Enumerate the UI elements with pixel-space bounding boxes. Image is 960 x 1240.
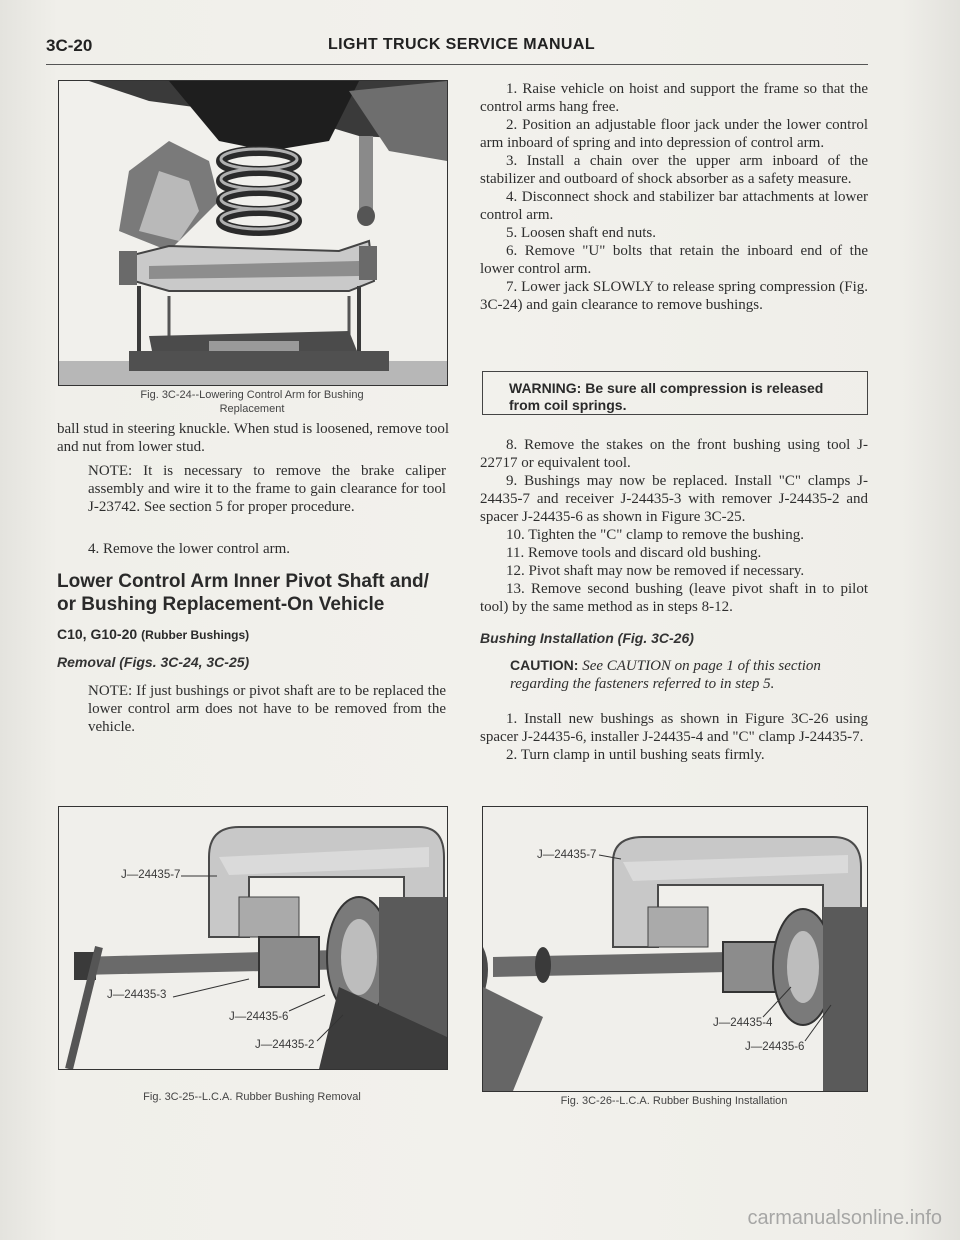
installation-steps [480,710,868,764]
fig25-leader-7 [179,871,219,881]
step-8: 8. Remove the stakes on the front bushing using tool J-22717 or equivalent tool. [480,437,868,471]
step-6: 6. Remove "U" bolts that retain the inboard end of the lower control arm. [480,243,868,277]
suspension-photo [59,81,447,385]
warning-text: WARNING: Be sure all compression is released from coil springs. [509,380,824,413]
watermark: carmanualsonline.info [747,1207,942,1229]
section-heading-text: Lower Control Arm Inner Pivot Shaft and/ or Bushing Replacement-On Vehicle [57,571,429,615]
page-number: 3C-20 [46,36,93,55]
fig26-leader-6 [803,1003,833,1043]
fig26-leader-4 [761,985,793,1019]
installation-heading-text: Bushing Installation (Fig. 3C-26) [480,630,694,646]
right-column-steps-a [480,80,868,314]
figure-3c-24-caption-line1: Fig. 3C-24--Lowering Control Arm for Bushing [140,389,364,401]
fig26-leader-7 [597,847,623,861]
fig25-label-7: J—24435-7 [121,869,181,881]
section-heading [57,570,449,616]
removal-heading [57,654,449,672]
model-subheading-paren: (Rubber Bushings) [141,628,250,642]
right-column-steps-b [480,436,868,616]
caution-paragraph [510,656,840,693]
step-4-left-text: 4. Remove the lower control arm. [88,541,291,557]
warning-box [482,371,868,415]
fig26-label-6: J—24435-6 [745,1041,805,1053]
fig25-leader-6 [287,993,327,1015]
figure-3c-26-caption: Fig. 3C-26--L.C.A. Rubber Bushing Installation [560,1095,788,1107]
caution-text: See CAUTION on page 1 of this section regarding the fasteners referred to in step 5. [510,658,821,692]
fig25-leader-2 [315,1013,345,1043]
step-11: 11. Remove tools and discard old bushing. [506,545,762,561]
note-brake-caliper-text: NOTE: It is necessary to remove the brake caliper assembly and wire it to the frame to gain clearance for tool J-23742. See section 5 for proper procedure. [88,463,446,515]
note-brake-caliper [88,462,446,516]
fig25-label-6: J—24435-6 [229,1011,289,1023]
install-step-2: 2. Turn clamp in until bushing seats firmly. [506,747,765,763]
step-4-left [88,540,446,558]
fig26-label-7: J—24435-7 [537,849,597,861]
step-13: 13. Remove second bushing (leave pivot shaft in to pilot tool) by the same method as in steps 8-12. [480,581,868,615]
fig25-leader-3 [171,977,251,1001]
bushing-removal-photo [59,807,447,1069]
page-header [46,34,868,65]
step-3: 3. Install a chain over the upper arm inboard of the stabilizer and outboard of shock absorber as a safety measure. [480,153,868,187]
removal-heading-text: Removal (Figs. 3C-24, 3C-25) [57,654,250,670]
step-12: 12. Pivot shaft may now be removed if necessary. [506,563,805,579]
install-step-1: 1. Install new bushings as shown in Figure 3C-26 using spacer J-24435-6, installer J-24435-4 and "C" clamp J-24435-7. [480,711,868,745]
step-7: 7. Lower jack SLOWLY to release spring compression (Fig. 3C-24) and gain clearance to remove bushings. [480,279,868,313]
model-subheading [57,626,449,644]
step-1: 1. Raise vehicle on hoist and support the frame so that the control arms hang free. [480,81,868,115]
caution-label: CAUTION: [510,657,579,673]
left-column-text [57,420,449,456]
step-2: 2. Position an adjustable floor jack under the lower control arm inboard of spring and into depression of control arm. [480,117,868,151]
figure-3c-26-photo [482,806,868,1092]
step-9: 9. Bushings may now be replaced. Install "C" clamps J-24435-7 and receiver J-24435-3 with remover J-24435-2 and spacer J-24435-6 as shown in Figure 3C-25. [480,473,868,525]
installation-heading [480,630,868,648]
step-5: 5. Loosen shaft end nuts. [506,225,656,241]
running-title: LIGHT TRUCK SERVICE MANUAL [328,36,595,53]
fig25-label-3: J—24435-3 [107,989,167,1001]
note-bushings-text: NOTE: If just bushings or pivot shaft are to be replaced the lower control arm does not have to be removed from the vehicle. [88,683,446,735]
step-10: 10. Tighten the "C" clamp to remove the bushing. [506,527,805,543]
model-subheading-text: C10, G10-20 [57,626,138,642]
fig25-label-2: J—24435-2 [255,1039,315,1051]
figure-3c-24-caption [58,388,446,416]
paragraph-continuation: ball stud in steering knuckle. When stud is loosened, remove tool and nut from lower stud. [57,421,449,455]
figure-3c-24-photo [58,80,448,386]
note-bushings [88,682,446,736]
figure-3c-24-caption-line2: Replacement [219,403,285,415]
figure-3c-25-caption: Fig. 3C-25--L.C.A. Rubber Bushing Removal [143,1091,361,1103]
caution-note [510,656,840,693]
step-4: 4. Disconnect shock and stabilizer bar attachments at lower control arm. [480,189,868,223]
figure-3c-25-photo [58,806,448,1070]
fig26-label-4: J—24435-4 [713,1017,773,1029]
